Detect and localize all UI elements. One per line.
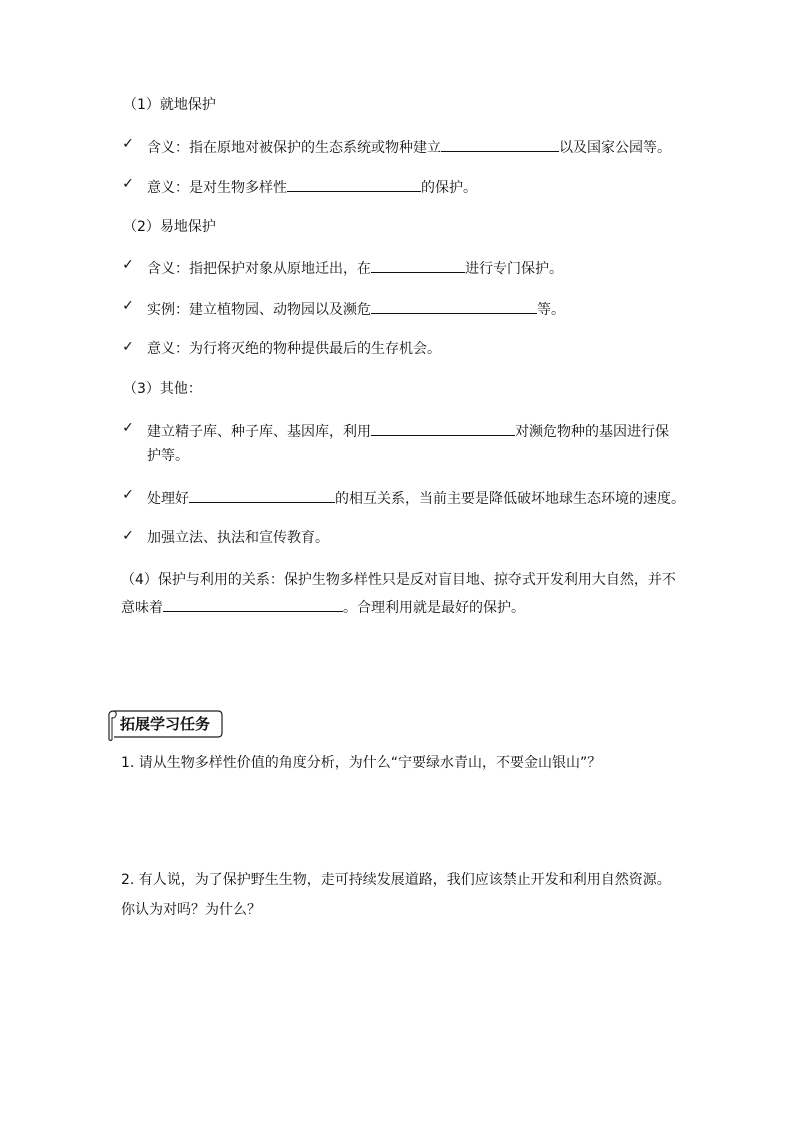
item-text: 的相互关系，当前主要是降低破坏地球生态环境的速度。 <box>335 491 685 507</box>
fill-blank[interactable] <box>287 176 421 192</box>
question-2-line1: 2. 有人说，为了保护野生生物，走可持续发展道路，我们应该禁止开发和利用自然资源。 <box>121 872 671 888</box>
section-4-line2 <box>121 596 525 618</box>
check-mark-icon: ✓ <box>122 257 134 273</box>
item-text: 实例：建立植物园、动物园以及濒危 <box>147 302 371 318</box>
item-text: 意味着 <box>121 600 163 616</box>
item-text: 进行专门保护。 <box>465 261 563 277</box>
check-mark-icon: ✓ <box>122 528 134 544</box>
check-mark-icon: ✓ <box>122 339 134 355</box>
check-mark-icon: ✓ <box>122 487 134 503</box>
check-mark-icon: ✓ <box>122 298 134 314</box>
fill-blank[interactable] <box>371 298 537 314</box>
extension-banner <box>106 707 224 741</box>
check-mark-icon: ✓ <box>122 136 134 152</box>
fill-blank[interactable] <box>189 487 335 503</box>
question-1: 1. 请从生物多样性价值的角度分析，为什么“宁要绿水青山，不要金山银山”？ <box>121 755 602 771</box>
item-text: 加强立法、执法和宣传教育。 <box>147 530 329 546</box>
item-text: 建立精子库、种子库、基因库，利用 <box>147 424 371 440</box>
fill-blank[interactable] <box>371 257 465 273</box>
item-text: 对濒危物种的基因进行保 <box>515 424 669 440</box>
fill-blank[interactable] <box>441 136 559 152</box>
question-2-line2: 你认为对吗？为什么？ <box>121 902 261 918</box>
item-text: 以及国家公园等。 <box>559 140 671 156</box>
item-text: 意义：为行将灭绝的物种提供最后的生存机会。 <box>147 341 441 357</box>
section-3-title: （3）其他： <box>123 381 202 397</box>
item-text: 含义：指在原地对被保护的生态系统或物种建立 <box>147 140 441 156</box>
banner-title: 拓展学习任务 <box>120 715 211 733</box>
fill-blank[interactable] <box>371 420 515 436</box>
question-2 <box>121 865 681 925</box>
item-text: 的保护。 <box>421 180 477 196</box>
section-1-title: （1）就地保护 <box>123 97 216 113</box>
check-mark-icon: ✓ <box>122 176 134 192</box>
check-mark-icon: ✓ <box>122 420 134 436</box>
section-2-title: （2）易地保护 <box>123 219 216 235</box>
section-4-line1: （4）保护与利用的关系：保护生物多样性只是反对盲目地、掠夺式开发利用大自然，并不 <box>121 572 676 588</box>
item-text: 。合理利用就是最好的保护。 <box>343 600 525 616</box>
item-text: 意义：是对生物多样性 <box>147 180 287 196</box>
fill-blank[interactable] <box>163 596 343 612</box>
item-text: 含义：指把保护对象从原地迁出，在 <box>147 261 371 277</box>
item-text: 处理好 <box>147 491 189 507</box>
item-text: 等。 <box>537 302 565 318</box>
item-text: 护等。 <box>147 448 189 464</box>
